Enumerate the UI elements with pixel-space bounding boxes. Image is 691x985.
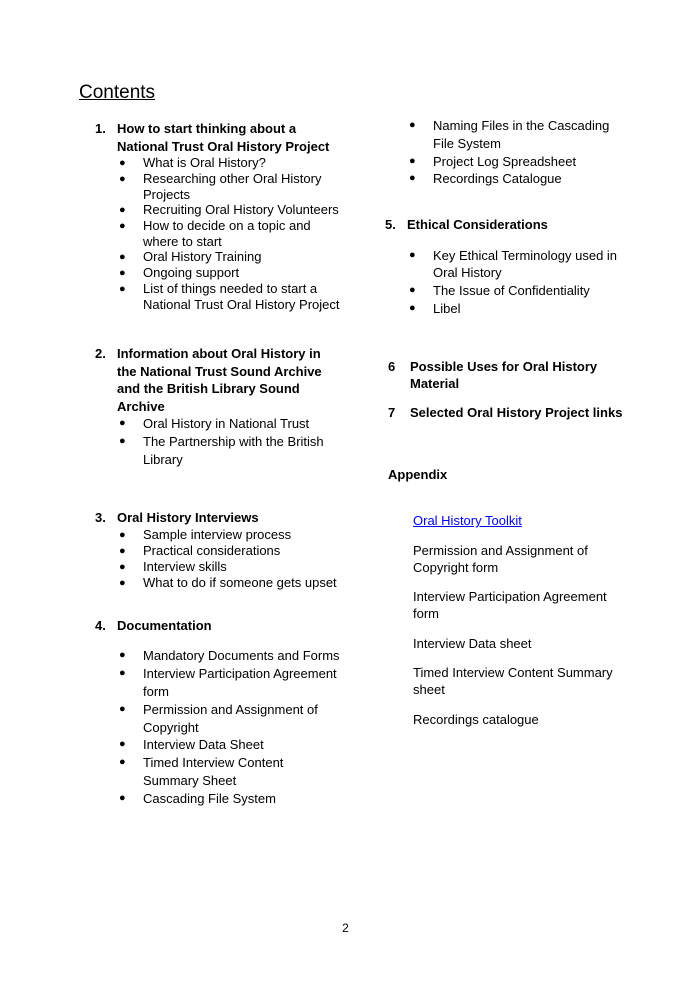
list-item: ● Cascading File System bbox=[119, 790, 276, 806]
bullet-icon: ● bbox=[119, 204, 126, 216]
bullet-icon: ● bbox=[119, 756, 126, 769]
appendix-item: Interview Participation Agreement form bbox=[413, 589, 607, 622]
contents-right-column bbox=[385, 117, 625, 728]
bullet-icon: ● bbox=[119, 283, 126, 295]
list-item: ● Naming Files in the Cascading File System bbox=[409, 118, 610, 151]
bullet-icon: ● bbox=[119, 434, 126, 447]
bullet-icon: ● bbox=[119, 544, 126, 557]
list-item: ● List of things needed to start a National Trust Oral History Project bbox=[119, 281, 340, 312]
section-heading bbox=[385, 216, 625, 234]
bullet-icon: ● bbox=[119, 173, 126, 185]
list-item: ● Interview Data Sheet bbox=[119, 737, 264, 753]
list-item: ● How to decide on a topic and where to start bbox=[119, 218, 311, 249]
section-heading bbox=[95, 509, 340, 527]
bullet-icon: ● bbox=[119, 251, 126, 263]
list-item: ● Researching other Oral History Projects bbox=[119, 171, 322, 202]
bullet-icon: ● bbox=[409, 154, 416, 167]
section-title: Selected Oral History Project links bbox=[410, 404, 623, 420]
bullet-icon: ● bbox=[409, 302, 416, 315]
list-item: ● Oral History Training bbox=[119, 249, 262, 264]
list-item: ● The Issue of Confidentiality bbox=[409, 283, 590, 299]
list-item: ● Ongoing support bbox=[119, 265, 240, 280]
bullet-icon: ● bbox=[119, 528, 126, 541]
bullet-icon: ● bbox=[119, 576, 126, 589]
bullet-icon: ● bbox=[409, 284, 416, 297]
list-item: ● Interview skills bbox=[119, 558, 227, 574]
section-3 bbox=[95, 509, 340, 591]
list-item: ● Practical considerations bbox=[119, 542, 281, 558]
page-title: Contents bbox=[79, 82, 156, 103]
bullet-icon: ● bbox=[119, 667, 126, 680]
section-heading bbox=[95, 617, 340, 635]
section-title: Ethical Considerations bbox=[407, 217, 548, 233]
bullet-icon: ● bbox=[119, 738, 126, 751]
section-number: 2. bbox=[95, 346, 106, 361]
bullet-icon: ● bbox=[409, 248, 416, 261]
section-number: 7 bbox=[388, 404, 396, 420]
appendix-item: Permission and Assignment of Copyright form bbox=[413, 543, 588, 576]
contents-left-column bbox=[95, 120, 340, 808]
section-4-list-continued bbox=[385, 117, 625, 188]
section-2 bbox=[95, 345, 340, 468]
section-number: 4. bbox=[95, 617, 106, 633]
bullet-icon: ● bbox=[409, 172, 416, 185]
section-title: Documentation bbox=[117, 617, 212, 633]
section-7 bbox=[385, 404, 625, 422]
appendix-title: Appendix bbox=[388, 467, 448, 483]
list-item: ● Oral History in National Trust bbox=[119, 416, 310, 431]
bullet-icon: ● bbox=[119, 267, 126, 279]
list-item: ● Interview Participation Agreement form bbox=[119, 666, 337, 699]
section-number: 5. bbox=[385, 217, 396, 233]
section-1 bbox=[95, 120, 340, 312]
section-heading bbox=[95, 345, 340, 415]
appendix-item: Timed Interview Content Summary sheet bbox=[413, 665, 613, 698]
list-item: ● The Partnership with the British Library bbox=[119, 433, 324, 467]
section-3-list bbox=[95, 527, 340, 591]
list-item: ● Permission and Assignment of Copyright bbox=[119, 701, 318, 735]
page-number: 2 bbox=[342, 921, 349, 935]
section-5-list bbox=[385, 247, 625, 318]
section-title: Information about Oral History in the National Trust Sound Archive and the British Library Sound Archive bbox=[117, 346, 322, 414]
section-heading bbox=[95, 120, 340, 155]
list-item: ● Libel bbox=[409, 301, 461, 317]
section-number: 6 bbox=[388, 358, 396, 374]
bullet-icon: ● bbox=[119, 649, 126, 662]
list-item: ● Key Ethical Terminology used in Oral History bbox=[409, 247, 618, 281]
bullet-icon: ● bbox=[119, 791, 126, 804]
oral-history-toolkit-link[interactable]: Oral History Toolkit bbox=[413, 513, 522, 529]
bullet-icon: ● bbox=[409, 119, 416, 131]
section-6 bbox=[385, 358, 625, 393]
list-item: ● Recordings Catalogue bbox=[409, 171, 562, 187]
section-number: 3. bbox=[95, 510, 106, 526]
bullet-icon: ● bbox=[119, 220, 126, 232]
section-4 bbox=[95, 617, 340, 808]
section-title: Possible Uses for Oral History Material bbox=[410, 358, 598, 392]
list-item: ● Timed Interview Content Summary Sheet bbox=[119, 755, 284, 788]
section-heading bbox=[388, 358, 625, 393]
appendix bbox=[385, 467, 625, 728]
appendix-item: Interview Data sheet bbox=[413, 636, 532, 652]
section-1-list bbox=[95, 155, 340, 312]
bullet-icon: ● bbox=[119, 560, 126, 573]
bullet-icon: ● bbox=[119, 702, 126, 715]
list-item: ● Mandatory Documents and Forms bbox=[119, 648, 340, 664]
section-2-list bbox=[95, 415, 340, 468]
section-title: Oral History Interviews bbox=[117, 510, 259, 526]
section-5 bbox=[385, 216, 625, 318]
section-4-list bbox=[95, 647, 340, 807]
section-heading bbox=[388, 404, 625, 422]
list-item: ● Sample interview process bbox=[119, 526, 292, 542]
list-item: ● What to do if someone gets upset bbox=[119, 574, 337, 590]
section-number: 1. bbox=[95, 121, 106, 136]
bullet-icon: ● bbox=[119, 157, 126, 169]
list-item: ● What is Oral History? bbox=[119, 155, 266, 170]
list-item: ● Recruiting Oral History Volunteers bbox=[119, 202, 339, 217]
list-item: ● Project Log Spreadsheet bbox=[409, 153, 577, 169]
appendix-item: Recordings catalogue bbox=[413, 712, 539, 728]
bullet-icon: ● bbox=[119, 417, 126, 429]
section-title: How to start thinking about a National Trust Oral History Project bbox=[117, 121, 330, 154]
